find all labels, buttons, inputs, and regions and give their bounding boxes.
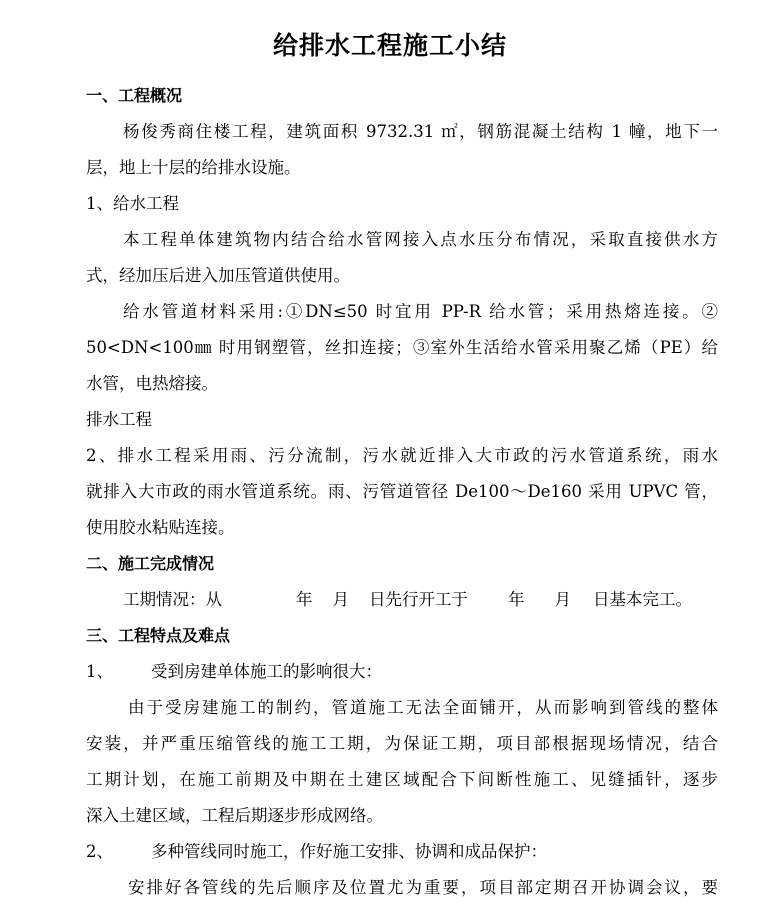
paragraph-line: 就排入大市政的雨水管道系统。雨、污管道管径 De100～De160 采用 UPVC 管，: [86, 482, 718, 501]
document-title: 给排水工程施工小结: [272, 31, 507, 60]
subsection-heading-drainage: 排水工程: [86, 410, 152, 429]
paragraph-line: 杨俊秀商住楼工程，建筑面积 9732.31 ㎡，钢筋混凝土结构 1 幢，地下一: [123, 122, 718, 141]
paragraph-line: 使用胶水粘贴连接。: [86, 518, 235, 537]
end-day-text: 日基本完工。: [593, 590, 692, 609]
month-label: 月: [332, 590, 349, 609]
paragraph-line: 式，经加压后进入加压管道供使用。: [86, 266, 350, 285]
document-body: [86, 78, 718, 906]
paragraph-line: 安排好各管线的先后顺序及位置尤为重要，项目部定期召开协调会议，要: [128, 878, 718, 897]
list-item-number: 2、: [86, 842, 113, 861]
paragraph-line: 安装，并严重压缩管线的施工工期，为保证工期，项目部根据现场情况，结合: [86, 734, 718, 753]
start-day-text: 日先行开工于: [369, 590, 468, 609]
paragraph-line: 50<DN<100㎜ 时用钢塑管，丝扣连接；③室外生活给水管采用聚乙烯（PE）给: [86, 338, 718, 357]
section-heading-features: 三、工程特点及难点: [86, 626, 231, 645]
list-item: [86, 654, 718, 690]
year-label: 年: [296, 590, 313, 609]
section-heading-overview: 一、工程概况: [86, 86, 183, 105]
year-label: 年: [508, 590, 525, 609]
paragraph-line: 给水管道材料采用:①DN≤50 时宜用 PP-R 给水管；采用热熔连接。②: [123, 302, 718, 321]
paragraph-line: 层，地上十层的给排水设施。: [86, 158, 301, 177]
paragraph-line: 深入土建区域，工程后期逐步形成网络。: [86, 806, 383, 825]
paragraph-line: 2、排水工程采用雨、污分流制，污水就近排入大市政的污水管道系统，雨水: [86, 446, 718, 465]
month-label: 月: [554, 590, 571, 609]
paragraph-line: 水管，电热熔接。: [86, 374, 218, 393]
paragraph-line: 工期计划，在施工前期及中期在土建区域配合下间断性施工、见缝插针，逐步: [86, 770, 718, 789]
list-item-title: 多种管线同时施工，作好施工安排、协调和成品保护：: [151, 842, 547, 861]
schedule-line: [86, 582, 718, 618]
subsection-heading-water-supply: 1、给水工程: [86, 194, 179, 213]
period-label: 工期情况：从: [123, 590, 222, 609]
list-item-title: 受到房建单体施工的影响很大：: [151, 662, 382, 681]
paragraph-line: 本工程单体建筑物内结合给水管网接入点水压分布情况，采取直接供水方: [123, 230, 718, 249]
list-item-number: 1、: [86, 662, 113, 681]
paragraph-line: 由于受房建施工的制约，管道施工无法全面铺开，从而影响到管线的整体: [128, 698, 718, 717]
section-heading-completion: 二、施工完成情况: [86, 554, 215, 573]
list-item: [86, 834, 718, 870]
